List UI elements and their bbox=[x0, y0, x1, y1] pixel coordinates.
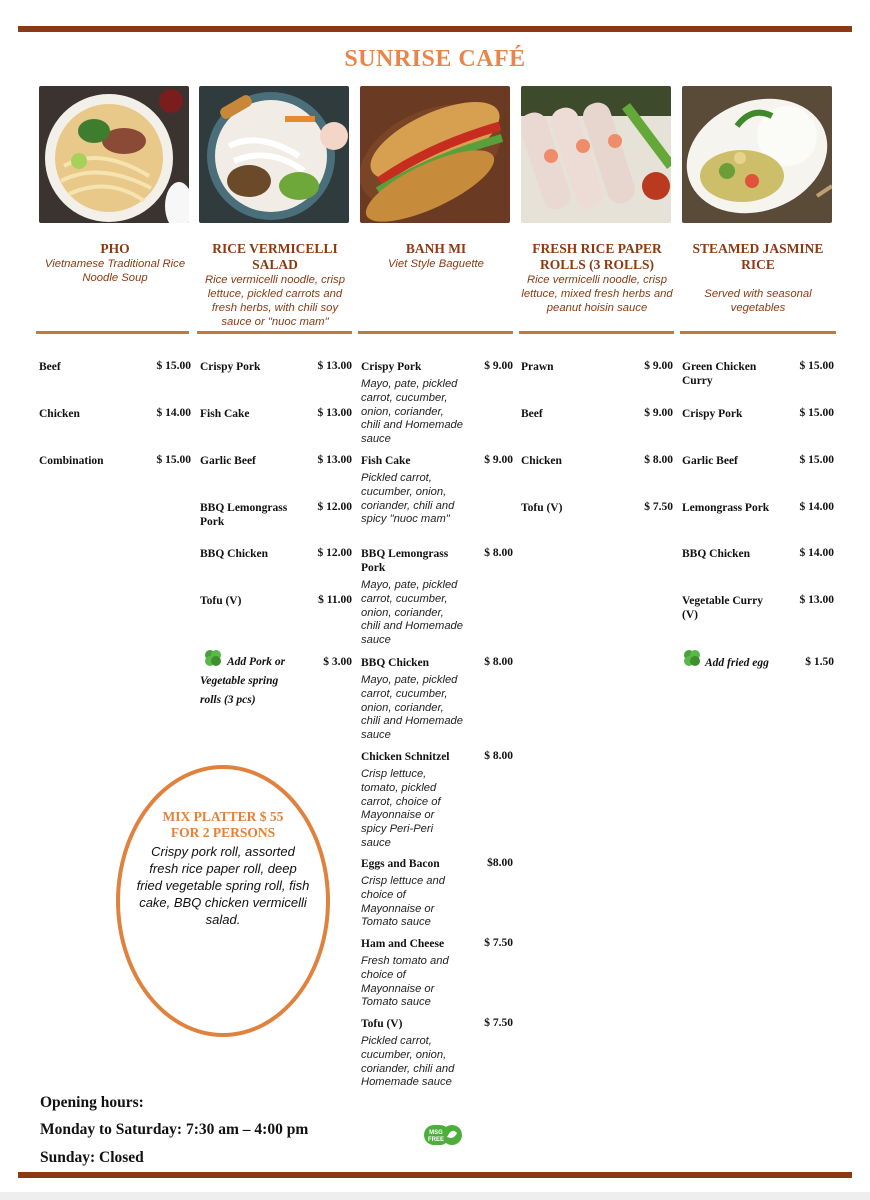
menu-item bbox=[39, 407, 191, 421]
item-description: Fresh tomato and choice of Mayonnaise or Tomato sauce bbox=[361, 955, 449, 1009]
menu-item bbox=[682, 360, 834, 388]
page-title: SUNRISE CAFÉ bbox=[344, 46, 526, 72]
menu-item bbox=[200, 407, 352, 421]
menu-item bbox=[361, 656, 513, 743]
item-description: Crisp lettuce and choice of Mayonnaise or Tomato sauce bbox=[361, 875, 445, 929]
platter-title: MIX PLATTER $ 55 FOR 2 PERSONS bbox=[162, 809, 284, 840]
add-on-item bbox=[682, 650, 834, 670]
item-price: $ 15.00 bbox=[799, 407, 834, 419]
column-title: FRESH RICE PAPER ROLLS (3 ROLLS) bbox=[532, 241, 662, 272]
menu-item bbox=[361, 360, 513, 447]
item-name: BBQ Chicken bbox=[682, 548, 751, 560]
opening-hours-sunday: Sunday: Closed bbox=[40, 1149, 144, 1166]
item-name: Crispy Pork bbox=[200, 361, 261, 373]
banh-mi-photo bbox=[360, 86, 510, 223]
item-name: Add fried egg bbox=[705, 657, 769, 669]
item-name: Chicken Schnitzel bbox=[361, 751, 450, 763]
item-price: $ 8.00 bbox=[484, 656, 513, 668]
column-divider bbox=[519, 331, 674, 334]
menu-item bbox=[361, 1017, 513, 1090]
item-description: Pickled carrot, cucumber, onion, coriander, chili and spicy "nuoc mam" bbox=[361, 472, 455, 526]
item-price: $ 15.00 bbox=[156, 360, 191, 372]
menu-item bbox=[521, 407, 673, 421]
item-description: Mayo, pate, pickled carrot, cucumber, onion, coriander, chili and Homemade sauce bbox=[361, 378, 463, 446]
column-description: Rice vermicelli noodle, crisp lettuce, pickled carrots and fresh herbs, with chili soy sauce or "nuoc mam" bbox=[204, 274, 345, 328]
item-price: $ 13.00 bbox=[317, 407, 352, 419]
item-name: Tofu (V) bbox=[521, 502, 563, 514]
item-price: $ 15.00 bbox=[156, 454, 191, 466]
menu-item bbox=[39, 360, 191, 374]
column-vermicelli bbox=[199, 86, 351, 329]
pho-photo bbox=[39, 86, 189, 223]
menu-item bbox=[39, 454, 191, 468]
item-name: BBQ Chicken bbox=[200, 548, 269, 560]
column-banh-mi bbox=[360, 86, 512, 271]
column-title: PHO bbox=[100, 241, 130, 256]
item-name: Tofu (V) bbox=[200, 595, 242, 607]
item-price: $ 8.00 bbox=[484, 547, 513, 559]
menu-item bbox=[682, 501, 834, 515]
vermicelli-photo bbox=[199, 86, 349, 223]
item-price: $ 14.00 bbox=[799, 547, 834, 559]
item-price: $8.00 bbox=[487, 857, 513, 869]
item-name: Garlic Beef bbox=[682, 455, 738, 467]
bottom-border bbox=[18, 1172, 852, 1178]
menu-item bbox=[361, 454, 513, 527]
column-title: RICE VERMICELLI SALAD bbox=[212, 241, 338, 272]
item-price: $ 9.00 bbox=[644, 360, 673, 372]
item-name: Chicken bbox=[39, 408, 80, 420]
item-price: $ 7.50 bbox=[484, 1017, 513, 1029]
item-name: Vegetable Curry (V) bbox=[682, 595, 764, 621]
item-name: Beef bbox=[39, 361, 61, 373]
svg-text:FREE: FREE bbox=[427, 1137, 445, 1143]
item-price: $ 12.00 bbox=[317, 501, 352, 513]
item-name: BBQ Lemongrass Pork bbox=[200, 502, 288, 528]
menu-item bbox=[200, 501, 352, 529]
item-price: $ 11.00 bbox=[318, 594, 352, 606]
item-name: BBQ Lemongrass Pork bbox=[361, 548, 449, 574]
jasmine-rice-photo bbox=[682, 86, 832, 223]
column-title: STEAMED JASMINE RICE bbox=[692, 241, 824, 272]
item-name: Fish Cake bbox=[200, 408, 250, 420]
item-description: Pickled carrot, cucumber, onion, coriander, chili and Homemade sauce bbox=[361, 1035, 455, 1089]
menu-item bbox=[521, 360, 673, 374]
column-divider bbox=[197, 331, 352, 334]
item-price: $ 9.00 bbox=[644, 407, 673, 419]
item-name: Green Chicken Curry bbox=[682, 361, 757, 387]
opening-hours-heading: Opening hours: bbox=[40, 1094, 144, 1111]
mix-platter-badge bbox=[116, 765, 330, 1037]
item-name: Tofu (V) bbox=[361, 1018, 403, 1030]
item-description: Mayo, pate, pickled carrot, cucumber, onion, coriander, chili and Homemade sauce bbox=[361, 579, 463, 647]
opening-hours-weekdays: Monday to Saturday: 7:30 am – 4:00 pm bbox=[40, 1121, 309, 1138]
column-pho bbox=[39, 86, 191, 285]
menu-item bbox=[521, 454, 673, 468]
item-name: Prawn bbox=[521, 361, 554, 373]
item-price: $ 13.00 bbox=[799, 594, 834, 606]
column-rice-paper-rolls bbox=[521, 86, 673, 315]
menu-item bbox=[682, 594, 834, 622]
item-price: $ 8.00 bbox=[484, 750, 513, 762]
top-border bbox=[18, 26, 852, 32]
item-price: $ 12.00 bbox=[317, 547, 352, 559]
column-description: Vietnamese Traditional Rice Noodle Soup bbox=[44, 258, 186, 284]
menu-item bbox=[200, 360, 352, 374]
item-name: BBQ Chicken bbox=[361, 657, 430, 669]
item-name: Beef bbox=[521, 408, 543, 420]
platter-description: Crispy pork roll, assorted fresh rice paper roll, deep fried vegetable spring roll, fish cake, BBQ chicken vermicelli salad. bbox=[136, 844, 310, 927]
menu-item bbox=[361, 937, 513, 1010]
menu-item bbox=[682, 407, 834, 421]
item-name: Crispy Pork bbox=[361, 361, 422, 373]
column-description: Served with seasonal vegetables bbox=[704, 288, 812, 314]
menu-item bbox=[200, 594, 352, 608]
item-price: $ 7.50 bbox=[484, 937, 513, 949]
item-description: Crisp lettuce, tomato, pickled carrot, choice of Mayonnaise or spicy Peri-Peri sauce bbox=[361, 768, 441, 849]
clover-icon bbox=[203, 648, 223, 671]
item-name: Add Pork or Vegetable spring rolls (3 pcs) bbox=[200, 656, 286, 706]
column-divider bbox=[358, 331, 513, 334]
column-description: Rice vermicelli noodle, crisp lettuce, mixed fresh herbs and peanut hoisin sauce bbox=[521, 274, 673, 314]
item-price: $ 9.00 bbox=[484, 454, 513, 466]
item-price: $ 13.00 bbox=[317, 454, 352, 466]
menu-item bbox=[682, 547, 834, 561]
item-price: $ 15.00 bbox=[799, 454, 834, 466]
item-price: $ 3.00 bbox=[323, 656, 352, 668]
column-divider bbox=[680, 331, 836, 334]
clover-icon bbox=[682, 648, 702, 671]
menu-item bbox=[200, 454, 352, 468]
menu-item bbox=[521, 501, 673, 515]
menu-item bbox=[682, 454, 834, 468]
item-price: $ 9.00 bbox=[484, 360, 513, 372]
item-name: Combination bbox=[39, 455, 104, 467]
item-price: $ 1.50 bbox=[805, 656, 834, 668]
item-description: Mayo, pate, pickled carrot, cucumber, onion, coriander, chili and Homemade sauce bbox=[361, 674, 463, 742]
add-on-item bbox=[200, 650, 352, 710]
menu-item bbox=[200, 547, 352, 561]
item-price: $ 15.00 bbox=[799, 360, 834, 372]
item-price: $ 14.00 bbox=[156, 407, 191, 419]
item-price: $ 13.00 bbox=[317, 360, 352, 372]
column-divider bbox=[36, 331, 189, 334]
menu-item bbox=[361, 750, 513, 851]
item-name: Crispy Pork bbox=[682, 408, 743, 420]
svg-text:MSG: MSG bbox=[429, 1130, 443, 1136]
msg-free-icon bbox=[424, 1124, 464, 1151]
item-price: $ 14.00 bbox=[799, 501, 834, 513]
item-name: Chicken bbox=[521, 455, 562, 467]
item-name: Eggs and Bacon bbox=[361, 858, 440, 870]
menu-item bbox=[361, 857, 513, 930]
column-description: Viet Style Baguette bbox=[388, 258, 484, 270]
item-name: Garlic Beef bbox=[200, 455, 256, 467]
column-jasmine-rice bbox=[682, 86, 834, 315]
item-name: Ham and Cheese bbox=[361, 938, 445, 950]
rice-paper-rolls-photo bbox=[521, 86, 671, 223]
menu-item bbox=[361, 547, 513, 648]
item-price: $ 8.00 bbox=[644, 454, 673, 466]
column-title: BANH MI bbox=[405, 241, 467, 256]
item-price: $ 7.50 bbox=[644, 501, 673, 513]
item-name: Fish Cake bbox=[361, 455, 411, 467]
item-name: Lemongrass Pork bbox=[682, 502, 770, 514]
